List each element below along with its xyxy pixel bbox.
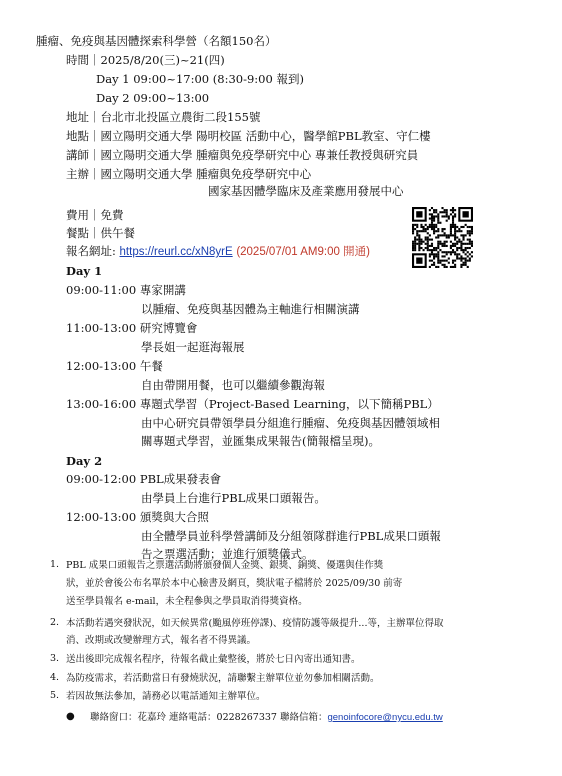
- organizer-label: 主辦｜: [66, 167, 101, 181]
- schedule-desc: 由學員上台進行PBL成果口頭報告。: [141, 491, 326, 505]
- note-line: 狀，並於會後公布名單於本中心臉書及網頁，獎狀電子檔將於 2025/09/30 前寄: [66, 578, 403, 589]
- day2-heading: Day 2: [66, 454, 103, 468]
- organizer-value: 國立陽明交通大學 腫瘤與免疫學研究中心: [100, 167, 312, 181]
- note-line: 本活動若遇突發狀況，如天候異常(颱風停班停課)、疫情防護等級提升...等，主辦單位得取: [66, 618, 444, 629]
- address-value: 台北市北投區立農街二段155號: [100, 110, 261, 124]
- schedule-desc: 關專題式學習，並匯集成果報告(簡報檔呈現)。: [141, 434, 380, 448]
- schedule-item: [66, 397, 439, 411]
- fee-label: 費用｜: [66, 208, 101, 222]
- schedule-time: 09:00-11:00: [66, 283, 137, 297]
- address-label: 地址｜: [66, 110, 101, 124]
- address-row: [66, 110, 260, 124]
- schedule-item: [66, 472, 221, 486]
- day1-heading: Day 1: [66, 264, 103, 278]
- note-line: 送出後即完成報名程序，待報名截止彙整後，將於七日內寄出通知書。: [66, 654, 361, 665]
- schedule-item: [66, 283, 186, 297]
- schedule-desc: 自由帶開用餐，也可以繼續參觀海報: [141, 378, 325, 392]
- schedule-desc: 由全體學員並科學營講師及分組領隊群進行PBL成果口頭報: [141, 529, 441, 543]
- note-number: 5.: [50, 690, 60, 701]
- register-note: (2025/07/01 AM9:00 開通): [236, 246, 370, 258]
- time-label: 時間｜: [66, 53, 101, 67]
- schedule-time: 12:00-13:00: [66, 510, 137, 524]
- meal-row: [66, 226, 135, 240]
- schedule-time: 09:00-12:00: [66, 472, 137, 486]
- schedule-title: 專家開講: [139, 283, 186, 297]
- register-link[interactable]: https://reurl.cc/xN8yrE: [119, 246, 233, 258]
- note-number: 4.: [50, 672, 60, 683]
- time-value: 2025/8/20(三)~21(四): [100, 53, 225, 67]
- bullet-icon: ●: [66, 711, 75, 722]
- fee-value: 免費: [100, 208, 124, 222]
- schedule-title: 頒獎與大合照: [139, 510, 209, 524]
- schedule-time: 11:00-13:00: [66, 321, 137, 335]
- time-day1: Day 1 09:00~17:00 (8:30-9:00 報到): [96, 72, 304, 86]
- meal-value: 供午餐: [100, 226, 135, 240]
- schedule-desc: 告之票選活動；並進行頒獎儀式。: [141, 547, 314, 561]
- venue-value: 國立陽明交通大學 陽明校區 活動中心，醫學館PBL教室、守仁樓: [100, 129, 431, 143]
- note-line: 為防疫需求，若活動當日有發燒狀況，請聯繫主辦單位並勿參加相關活動。: [66, 673, 380, 684]
- schedule-desc: 學長姐一起逛海報展: [141, 340, 245, 354]
- time-day2: Day 2 09:00~13:00: [96, 91, 210, 105]
- lecturer-row: [66, 148, 418, 162]
- contact-text: 聯絡窗口：花嘉玲 連絡電話：0228267337 聯絡信箱：: [90, 712, 328, 723]
- schedule-title: PBL成果發表會: [139, 472, 222, 486]
- note-line: 送至學員報名 e-mail，未全程參與之學員取消得獎資格。: [66, 596, 308, 607]
- schedule-desc: 以腫瘤、免疫與基因體為主軸進行相關演講: [141, 302, 360, 316]
- note-line: 若因故無法參加，請務必以電話通知主辦單位。: [66, 691, 266, 702]
- schedule-item: [66, 359, 163, 373]
- schedule-title: 研究博覽會: [139, 321, 198, 335]
- time-row: [66, 53, 225, 67]
- schedule-item: [66, 510, 209, 524]
- note-number: 1.: [50, 559, 60, 570]
- contact-row: [90, 711, 443, 724]
- lecturer-label: 講師｜: [66, 148, 101, 162]
- venue-row: [66, 129, 431, 143]
- page-title: 腫瘤、免疫與基因體探索科學營（名額150名）: [36, 34, 277, 48]
- schedule-title: 午餐: [139, 359, 163, 373]
- meal-label: 餐點｜: [66, 226, 101, 240]
- lecturer-value: 國立陽明交通大學 腫瘤與免疫學研究中心 專兼任教授與研究員: [100, 148, 419, 162]
- schedule-time: 13:00-16:00: [66, 397, 137, 411]
- contact-email-link[interactable]: genoinfocore@nycu.edu.tw: [327, 712, 443, 723]
- organizer-row: [66, 167, 311, 181]
- qr-code-icon: [412, 207, 473, 268]
- schedule-time: 12:00-13:00: [66, 359, 137, 373]
- note-number: 3.: [50, 653, 60, 664]
- note-line: 消、改期或改變辦理方式，報名者不得異議。: [66, 635, 257, 646]
- note-line: PBL 成果口頭報告之票選活動將頒發個人金獎、銀獎、銅獎、優選與佳作獎: [66, 560, 384, 571]
- venue-label: 地點｜: [66, 129, 101, 143]
- register-row: [66, 244, 370, 259]
- note-number: 2.: [50, 617, 60, 628]
- schedule-item: [66, 321, 197, 335]
- fee-row: [66, 208, 124, 222]
- organizer-value2: 國家基因體學臨床及產業應用發展中心: [208, 184, 404, 198]
- schedule-desc: 由中心研究員帶領學員分組進行腫瘤、免疫與基因體領域相: [141, 416, 440, 430]
- register-label: 報名網址:: [66, 244, 120, 258]
- schedule-title: 專題式學習（Project-Based Learning，以下簡稱PBL）: [139, 397, 439, 411]
